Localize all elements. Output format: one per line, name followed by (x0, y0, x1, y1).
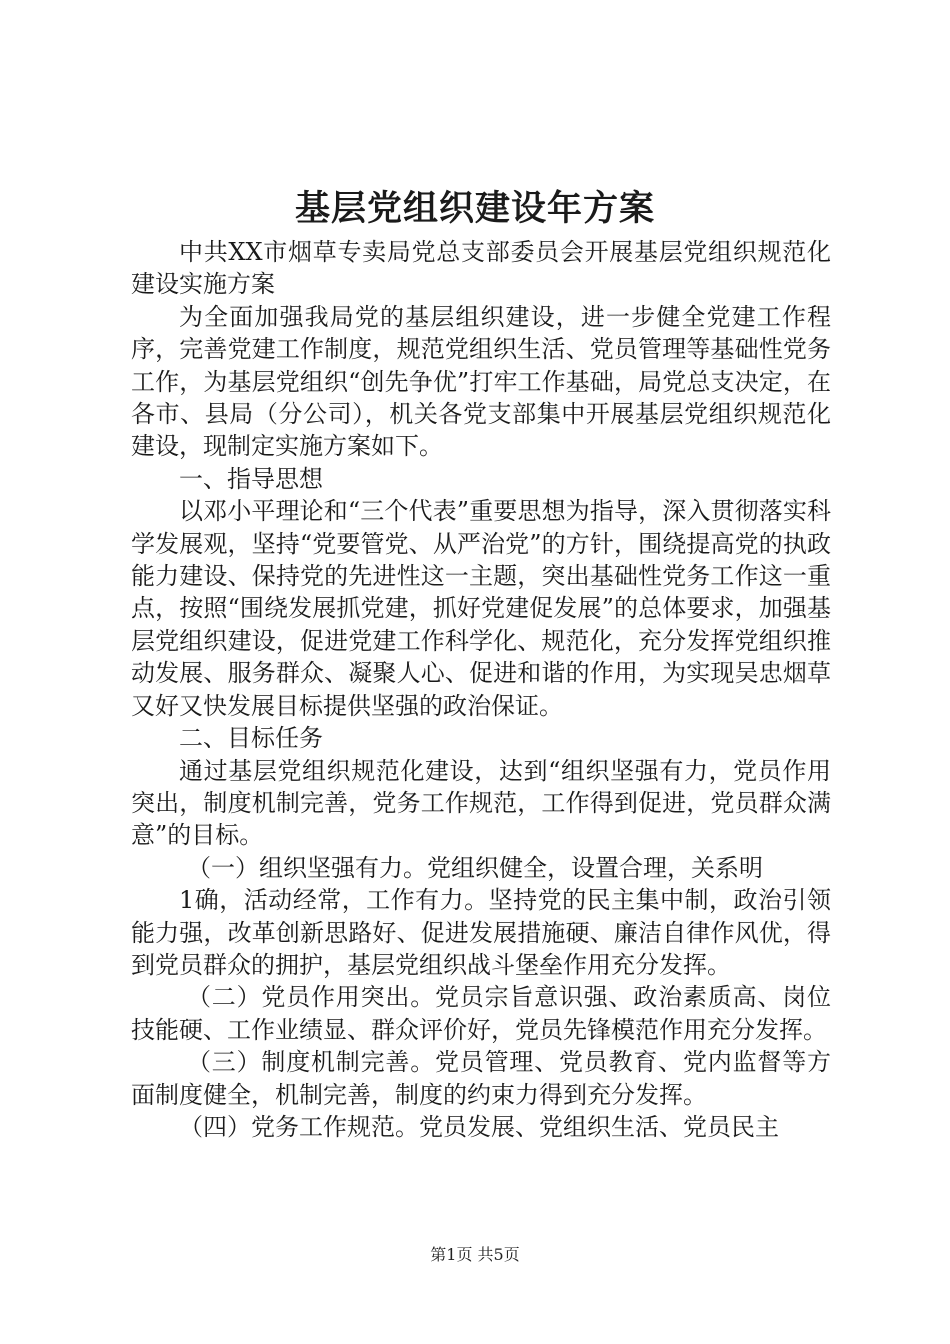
page-indicator: 第1页 共5页 (430, 1245, 520, 1264)
paragraph-item-1-cont: 1确，活动经常，工作有力。坚持党的民主集中制，政治引领能力强，改革创新思路好、促进发展措施硬、廉洁自律作风优，得到党员群众的拥护，基层党组织战斗堡垒作用充分发挥。 (131, 886, 831, 979)
document-body (131, 236, 831, 1143)
section-heading-guiding-ideology: 一、指导思想 (179, 464, 323, 493)
paragraph-intro-title: 中共XX市烟草专卖局党总支部委员会开展基层党组织规范化建设实施方案 (131, 238, 831, 299)
paragraph-item-4: （四）党务工作规范。党员发展、党组织生活、党员民主 (179, 1112, 779, 1141)
paragraph-item-3: （三）制度机制完善。党员管理、党员教育、党内监督等方面制度健全，机制完善，制度的约束力得到充分发挥。 (131, 1048, 831, 1109)
section-heading-objectives: 二、目标任务 (179, 724, 323, 753)
paragraph-guiding-ideology: 以邓小平理论和“三个代表”重要思想为指导，深入贯彻落实科学发展观，坚持“党要管党、从严治党”的方针，围绕提高党的执政能力建设、保持党的先进性这一主题，突出基础性党务工作这一重点，按照“围绕发展抓党建，抓好党建促发展”的总体要求，加强基层党组织建设，促进党建工作科学化、规范化，充分发挥党组织推动发展、服务群众、凝聚人心、促进和谐的作用，为实现吴忠烟草又好又快发展目标提供坚强的政治保证。 (131, 497, 831, 720)
paragraph-item-2: （二）党员作用突出。党员宗旨意识强、政治素质高、岗位技能硬、工作业绩显、群众评价好，党员先锋模范作用充分发挥。 (131, 983, 831, 1044)
document-title: 基层党组织建设年方案 (294, 189, 655, 229)
paragraph-objectives: 通过基层党组织规范化建设，达到“组织坚强有力，党员作用突出，制度机制完善，党务工作规范，工作得到促进，党员群众满意”的目标。 (131, 756, 831, 850)
paragraph-item-1: （一）组织坚强有力。党组织健全，设置合理，关系明 (187, 853, 763, 882)
paragraph-purpose: 为全面加强我局党的基层组织建设，进一步健全党建工作程序，完善党建工作制度，规范党组织生活、党员管理等基础性党务工作，为基层党组织“创先争优”打牢工作基础，局党总支决定，在各市、县局（分公司），机关各党支部集中开展基层党组织规范化建设，现制定实施方案如下。 (131, 302, 831, 461)
